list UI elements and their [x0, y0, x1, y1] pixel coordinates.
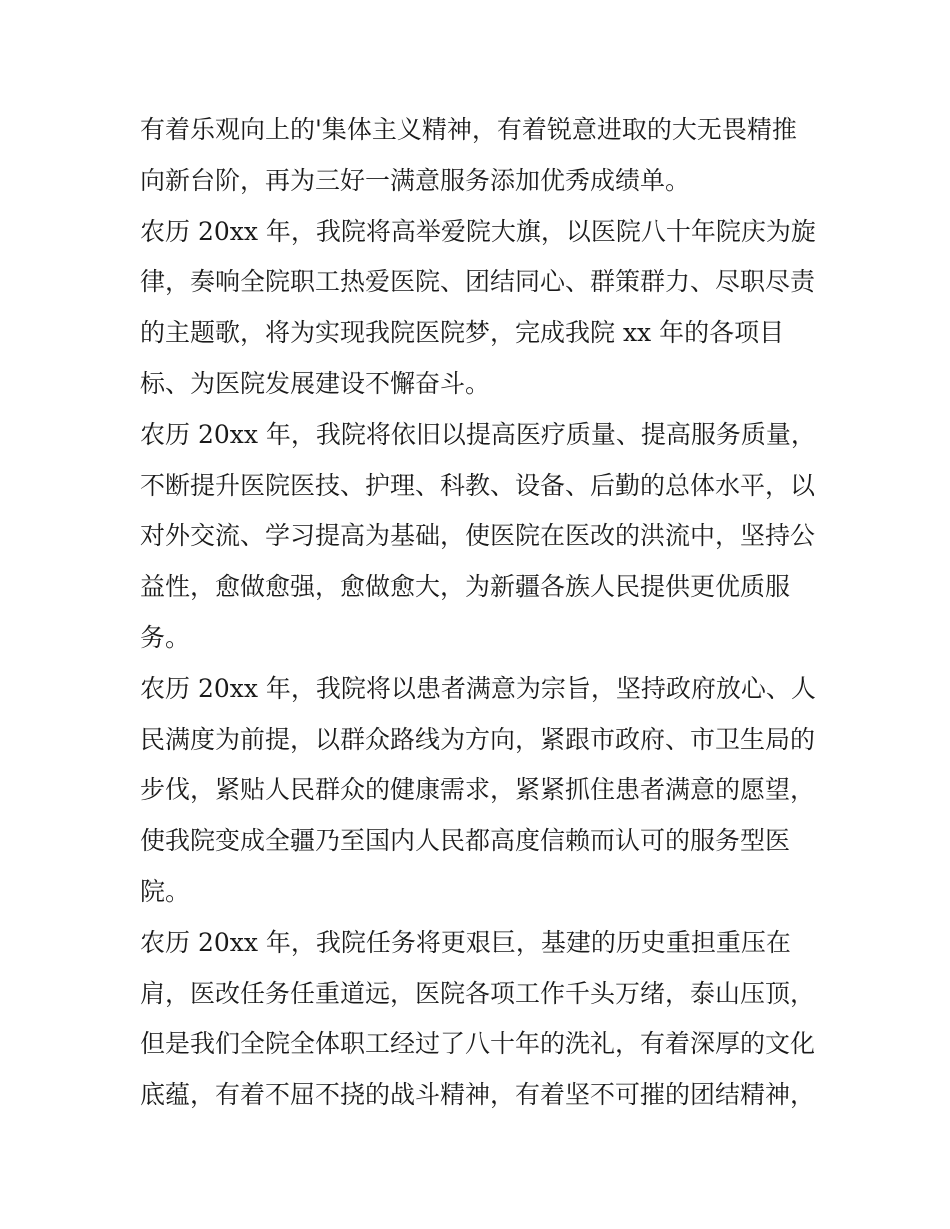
text-line: 对外交流、学习提高为基础，使医院在医改的洪流中，坚持公 — [140, 521, 816, 551]
text-line: 向新台阶，再为三好一满意服务添加优秀成绩单。 — [140, 165, 691, 195]
text-line: 律，奏响全院职工热爱医院、团结同心、群策群力、尽职尽责 — [140, 267, 816, 297]
text-line: 底蕴，有着不屈不挠的战斗精神，有着坚不可摧的团结精神， — [140, 1080, 816, 1110]
text-line: 务。 — [140, 622, 191, 652]
text-line: 步伐，紧贴人民群众的健康需求，紧紧抓住患者满意的愿望， — [140, 775, 816, 805]
text-line: 民满度为前提，以群众路线为方向，紧跟市政府、市卫生局的 — [140, 724, 816, 754]
text-line: 不断提升医院医技、护理、科教、设备、后勤的总体水平，以 — [140, 470, 816, 500]
text-line: 有着乐观向上的'集体主义精神，有着锐意进取的大无畏精推 — [140, 115, 797, 144]
text-line: 的主题歌，将为实现我院医院梦，完成我院 xx 年的各项目 — [140, 318, 785, 348]
text-line: 肩，医改任务任重道远，医院各项工作千头万绪，泰山压顶， — [140, 978, 816, 1008]
text-line: 农历 20xx 年，我院将以患者满意为宗旨，坚持政府放心、人 — [140, 673, 816, 703]
text-line: 使我院变成全疆乃至国内人民都高度信赖而认可的服务型医 — [140, 826, 791, 856]
text-line: 农历 20xx 年，我院将依旧以提高医疗质量、提高服务质量， — [140, 419, 816, 449]
body-text — [140, 105, 830, 1121]
text-line: 农历 20xx 年，我院任务将更艰巨，基建的历史重担重压在 — [140, 927, 791, 957]
text-line: 院。 — [140, 876, 191, 906]
text-line: 农历 20xx 年，我院将高举爱院大旗，以医院八十年院庆为旋 — [140, 216, 816, 246]
text-line: 标、为医院发展建设不懈奋斗。 — [140, 368, 491, 398]
text-line: 益性，愈做愈强，愈做愈大，为新疆各族人民提供更优质服 — [140, 572, 791, 602]
text-line: 但是我们全院全体职工经过了八十年的洗礼，有着深厚的文化 — [140, 1029, 816, 1059]
